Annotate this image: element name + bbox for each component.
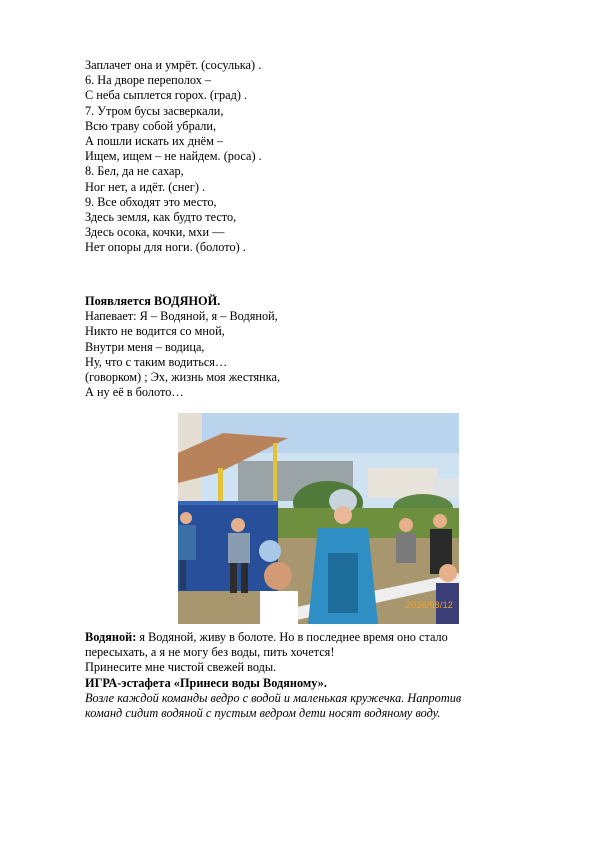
riddle-line: 8. Бел, да не сахар, [85, 164, 184, 179]
speaker-label: Водяной: [85, 630, 137, 644]
game-description: команд сидит водяной с пустым ведром дети носят водяному воду. [85, 706, 441, 721]
speech-section [85, 630, 525, 721]
game-title: ИГРА-эстафета «Принеси воды Водяному». [85, 675, 327, 690]
riddle-line: А пошли искать их днём – [85, 134, 224, 149]
riddle-line: Ног нет, а идёт. (снег) . [85, 179, 206, 194]
speech-text: Принесите мне чистой свежей воды. [85, 660, 277, 675]
riddle-line: С неба сыплется горох. (град) . [85, 88, 248, 103]
song-line: Внутри меня – водица, [85, 339, 205, 354]
riddle-line: Здесь осока, кочки, мхи — [85, 225, 225, 240]
event-photo [178, 413, 459, 624]
photo-date-stamp: 2016/08/12 [405, 600, 453, 610]
riddle-line: 9. Все обходят это место, [85, 194, 217, 209]
song-line: А ну её в болото… [85, 385, 184, 400]
riddle-line: Ищем, ищем – не найдем. (роса) . [85, 149, 262, 164]
game-description: Возле каждой команды ведро с водой и маленькая кружечка. Напротив [85, 690, 462, 705]
riddle-line: Всю траву собой убрали, [85, 118, 217, 133]
song-line: Напевает: Я – Водяной, я – Водяной, [85, 309, 278, 324]
song-line: (говорком) ; Эх, жизнь моя жестянка, [85, 370, 281, 385]
speech-text: я Водяной, живу в болоте. Но в последнее время оно стало [136, 630, 448, 644]
riddle-line: Заплачет она и умрёт. (сосулька) . [85, 58, 262, 72]
song-section [85, 294, 525, 400]
scene-heading: Появляется ВОДЯНОЙ. [85, 294, 221, 308]
song-line: Никто не водится со мной, [85, 324, 225, 339]
riddle-line: 6. На дворе переполох – [85, 73, 212, 88]
speech-text: пересыхать, а я не могу без воды, пить хочется! [85, 645, 335, 660]
song-line: Ну, что с таким водиться… [85, 354, 228, 369]
photo-scene [178, 413, 459, 624]
riddle-line: 7. Утром бусы засверкали, [85, 103, 224, 118]
riddles-list [85, 58, 525, 256]
riddle-line: Нет опоры для ноги. (болото) . [85, 240, 246, 255]
riddle-line: Здесь земля, как будто тесто, [85, 210, 237, 225]
